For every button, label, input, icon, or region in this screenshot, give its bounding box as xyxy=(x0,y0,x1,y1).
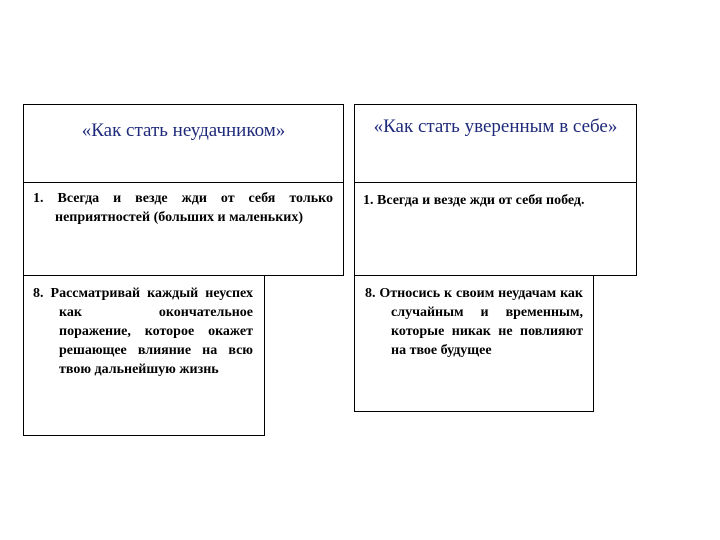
left-item-1-box xyxy=(23,182,344,276)
right-item-1: 1. Всегда и везде жди от себя побед. xyxy=(363,193,585,208)
right-title: «Как стать уверенным в себе» xyxy=(373,116,618,137)
left-item-8: 8. Рассматривай каждый неуспех как окончательное поражение, которое окажет решающее влияние на всю твою дальнейшую жизнь xyxy=(33,286,253,377)
right-item-8: 8. Относись к своим неудачам как случайным и временным, которые никак не повлияют на твое будущее xyxy=(365,286,583,358)
left-item-1: 1. Всегда и везде жди от себя только неприятностей (больших и маленьких) xyxy=(33,191,333,225)
left-title: «Как стать неудачником» xyxy=(81,120,286,141)
left-item-8-box xyxy=(23,275,265,436)
left-title-box xyxy=(23,104,344,183)
right-title-box xyxy=(354,104,637,183)
right-item-8-box xyxy=(354,275,594,412)
right-item-1-box xyxy=(354,182,637,276)
